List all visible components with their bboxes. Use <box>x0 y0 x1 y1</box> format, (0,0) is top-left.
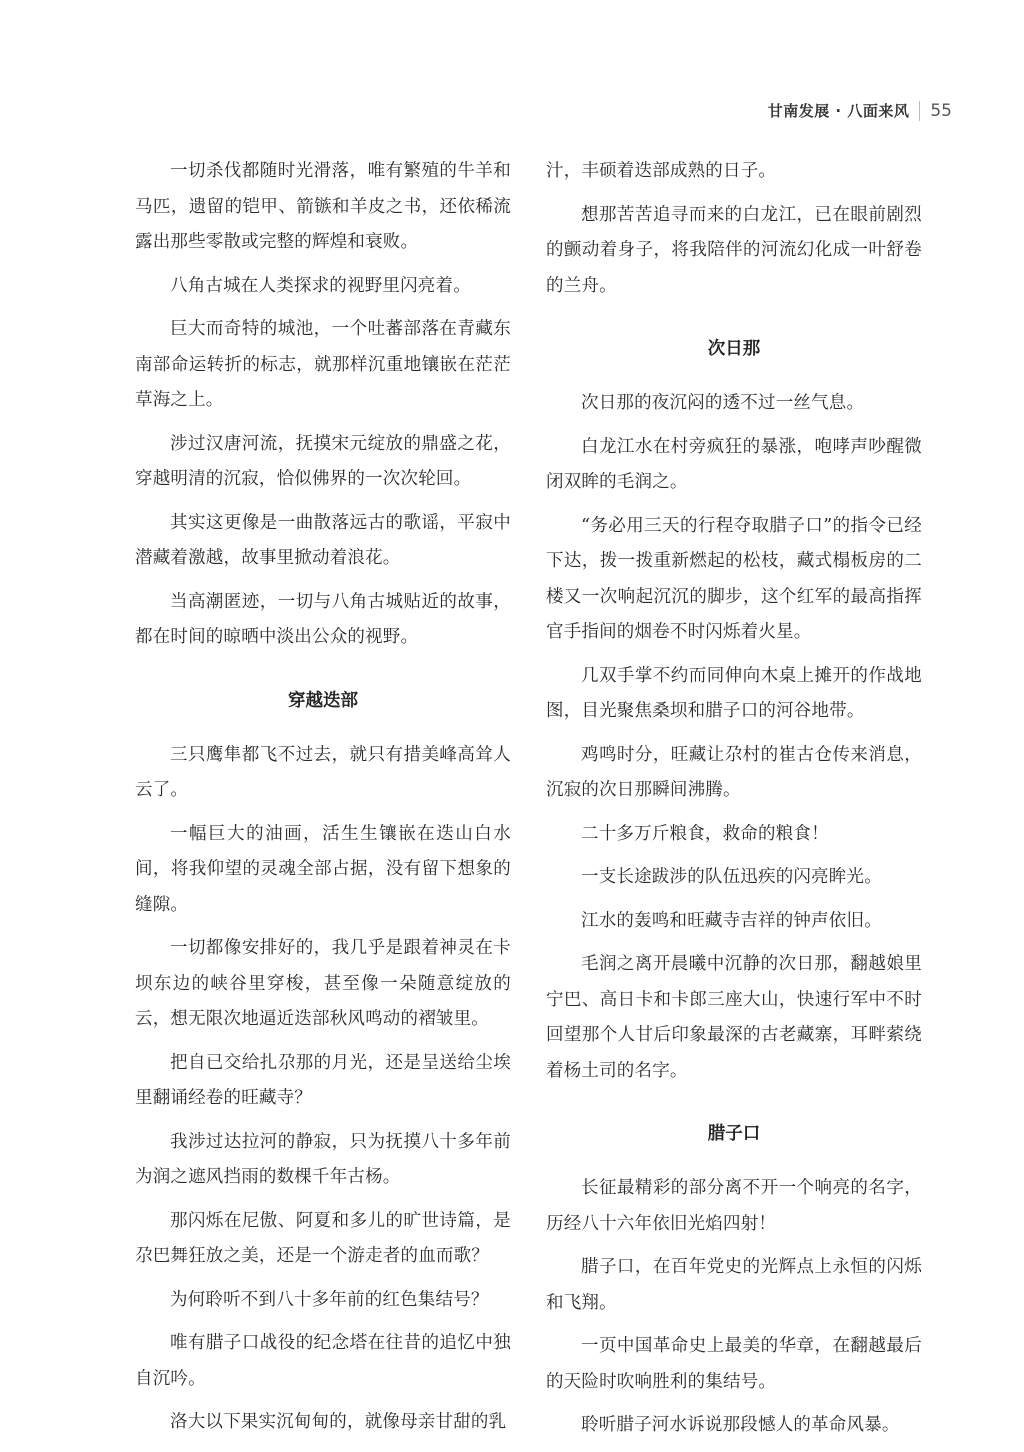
paragraph: 一支长途跋涉的队伍迅疾的闪亮眸光。 <box>581 867 882 887</box>
paragraph: 我涉过达拉河的静寂，只为抚摸八十多年前为润之遮风挡雨的数棵千年古杨。 <box>135 1131 511 1187</box>
paragraph: 三只鹰隼都飞不过去，就只有措美峰高耸人云了。 <box>135 744 511 800</box>
running-header <box>768 100 952 121</box>
paragraph: 洛大以下果实沉甸甸的，就像母亲甘甜的乳 <box>170 1412 507 1432</box>
right-column <box>546 154 922 1452</box>
paragraph: 那闪烁在尼傲、阿夏和多儿的旷世诗篇，是尕巴舞狂放之美，还是一个游走者的血而歌？ <box>135 1210 511 1266</box>
header-divider <box>919 101 920 121</box>
paragraph: 其实这更像是一曲散落远古的歌谣，平寂中潜藏着激越，故事里掀动着浪花。 <box>135 512 511 568</box>
paragraph: 想那苦苦追寻而来的白龙江，已在眼前剧烈的颤动着身子，将我陪伴的河流幻化成一叶舒卷的兰舟。 <box>546 204 922 296</box>
left-column <box>135 154 511 1449</box>
paragraph: 一幅巨大的油画，活生生镶嵌在迭山白水间，将我仰望的灵魂全部占据，没有留下想象的缝隙。 <box>135 823 511 915</box>
paragraph: 八角古城在人类探求的视野里闪亮着。 <box>170 275 471 296</box>
paragraph: 唯有腊子口战役的纪念塔在往昔的追忆中独自沉吟。 <box>135 1333 511 1389</box>
paragraph: 毛润之离开晨曦中沉静的次日那，翻越娘里宁巴、高日卡和卡郎三座大山，快速行军中不时回望那个人甘后印象最深的古老藏寨，耳畔萦绕着杨土司的名字。 <box>546 954 922 1081</box>
paragraph: 把自已交给扎尕那的月光，还是呈送给尘埃里翻诵经卷的旺藏寺？ <box>135 1052 511 1108</box>
section-heading: 穿越迭部 <box>288 690 358 711</box>
paragraph: 长征最精彩的部分离不开一个响亮的名字，历经八十六年依旧光焰四射！ <box>546 1178 922 1234</box>
paragraph: “务必用三天的行程夺取腊子口”的指令已经下达，拨一拨重新燃起的松枝，藏式榻板房的二楼又一次响起沉沉的脚步，这个红军的最高指挥官手指间的烟卷不时闪烁着火星。 <box>546 515 922 642</box>
section-heading: 腊子口 <box>707 1124 761 1144</box>
paragraph: 巨大而奇特的城池，一个吐蕃部落在青藏东南部命运转折的标志，就那样沉重地镶嵌在茫茫草海之上。 <box>135 319 511 410</box>
paragraph: 当高潮匿迹，一切与八角古城贴近的故事，都在时间的晾晒中淡出公众的视野。 <box>135 591 511 647</box>
paragraph: 鸡鸣时分，旺藏让尕村的崔古仓传来消息，沉寂的次日那瞬间沸腾。 <box>546 744 922 800</box>
paragraph: 江水的轰鸣和旺藏寺吉祥的钟声依旧。 <box>581 910 882 931</box>
paragraph: 二十多万斤粮食，救命的粮食！ <box>581 823 829 844</box>
paragraph: 一页中国革命史上最美的华章，在翻越最后的天险时吹响胜利的集结号。 <box>546 1336 922 1392</box>
section-title: 甘南发展 · 八面来风 <box>767 102 910 120</box>
paragraph: 一切杀伐都随时光滑落，唯有繁殖的牛羊和马匹，遗留的铠甲、箭镞和羊皮之书，还依稀流露出那些零散或完整的辉煌和衰败。 <box>135 161 511 252</box>
paragraph: 几双手掌不约而同伸向木桌上摊开的作战地图，目光聚焦桑坝和腊子口的河谷地带。 <box>546 665 922 721</box>
paragraph: 为何聆听不到八十多年前的红色集结号？ <box>170 1289 489 1310</box>
paragraph: 聆听腊子河水诉说那段憾人的革命风暴。 <box>581 1415 900 1435</box>
paragraph: 白龙江水在村旁疯狂的暴涨，咆哮声吵醒微闭双眸的毛润之。 <box>546 436 922 492</box>
section-heading: 次日那 <box>707 339 761 359</box>
paragraph-continued: 汁，丰硕着迭部成熟的日子。 <box>546 161 777 181</box>
paragraph: 一切都像安排好的，我几乎是跟着神灵在卡坝东边的峡谷里穿梭，甚至像一朵随意绽放的云，想无限次地逼近迭部秋风鸣动的褶皱里。 <box>135 938 511 1029</box>
paragraph: 腊子口，在百年党史的光辉点上永恒的闪烁和飞翔。 <box>546 1257 922 1313</box>
paragraph: 涉过汉唐河流，抚摸宋元绽放的鼎盛之花，穿越明清的沉寂，恰似佛界的一次次轮回。 <box>135 433 511 489</box>
paragraph: 次日那的夜沉闷的透不过一丝气息。 <box>581 393 865 413</box>
page-number: 55 <box>930 100 952 121</box>
